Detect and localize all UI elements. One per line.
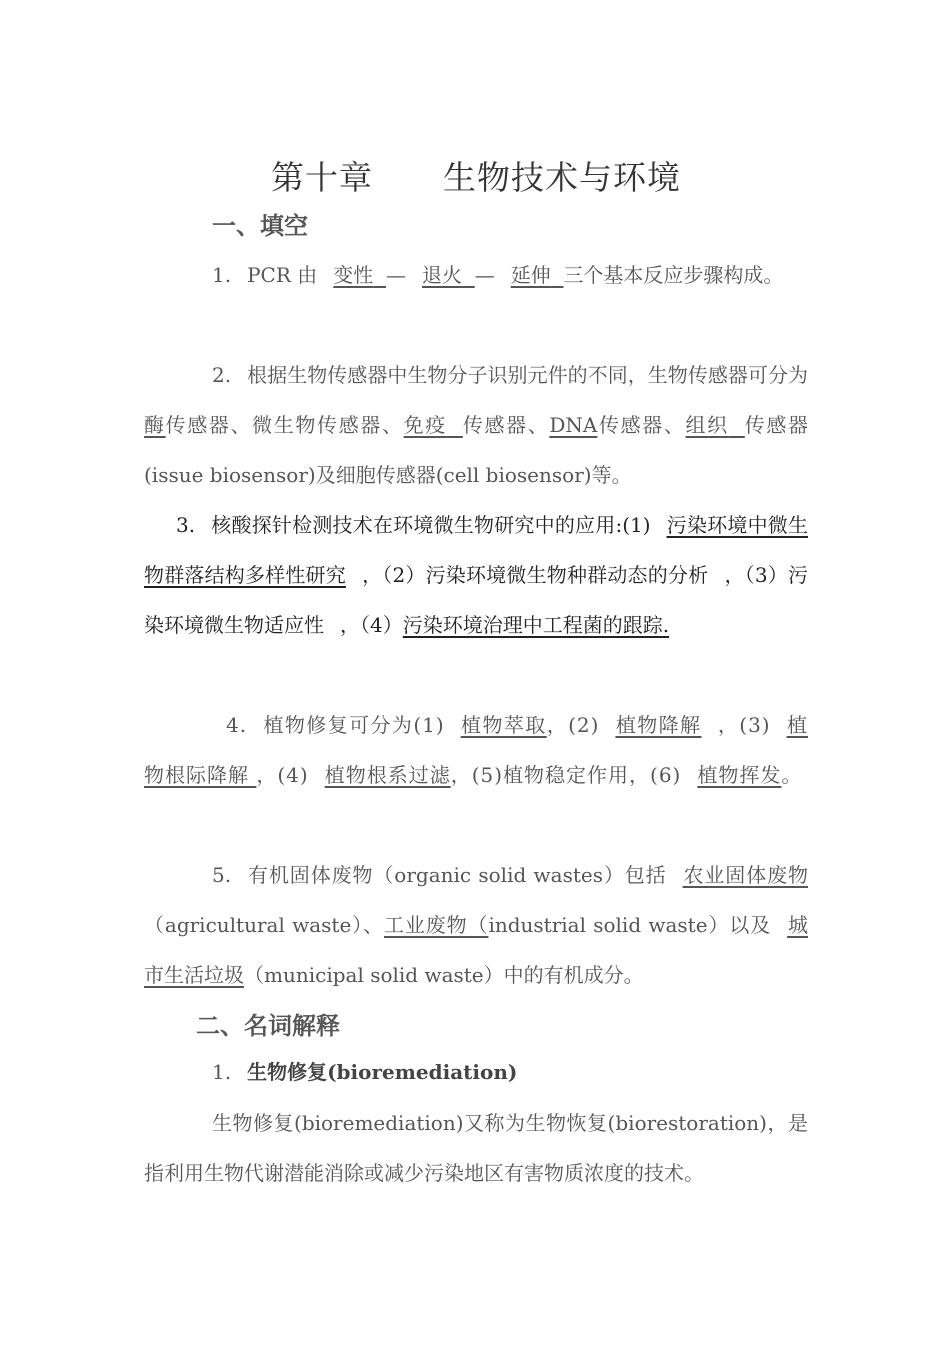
answer-anneal: 退火: [422, 263, 462, 287]
answer-dna: DNA: [549, 413, 598, 437]
section-heading-terms: 二、名词解释: [196, 1011, 340, 1040]
answer-phytodegradation: 植物降解: [615, 713, 702, 737]
answer-rhizodegradation: 植物根际降解: [144, 713, 808, 787]
answer-engineered-strain: 污染环境治理中工程菌的跟踪.: [402, 613, 670, 637]
answer-municipal-waste: 城市生活垃圾: [144, 913, 809, 987]
answer-agricultural-waste: 农业固体废物: [682, 863, 809, 887]
term-1-definition: 生物修复(bioremediation)又称为生物恢复(biorestoration)，是指利用生物代谢潜能消除或减少污染地区有害物质浓度的技术。: [144, 1111, 808, 1185]
term-1-heading: 1. 生物修复(bioremediation): [212, 1060, 518, 1084]
answer-rhizofiltration: 植物根系过滤: [324, 763, 451, 787]
answer-community-diversity: 污染环境中微生物群落结构多样性研究: [144, 513, 809, 587]
section-heading-fill-blank: 一、填空: [212, 211, 308, 240]
answer-industrial-waste: 工业废物（: [383, 913, 489, 937]
answer-phytoextraction: 植物萃取: [460, 713, 547, 737]
answer-enzyme: 酶: [144, 413, 166, 437]
answer-extend: 延伸: [510, 263, 551, 287]
answer-immune: 免疫: [403, 413, 447, 437]
question-3: 3. 核酸探针检测技术在环境微生物研究中的应用:(1) 污染环境中微生物群落结构多样性研究 ，（2）污染环境微生物种群动态的分析 ，（3）污染环境微生物适应性 ，（4）污染环境治理中工程菌的跟踪.: [144, 513, 809, 637]
chapter-number: 第十章: [271, 158, 373, 197]
answer-tissue: 组织: [685, 413, 729, 437]
chapter-title: [0, 152, 952, 199]
chapter-name: 生物技术与环境: [443, 158, 681, 197]
question-1: 1. PCR 由 变性 — 退火 — 延伸 三个基本反应步骤构成。: [212, 263, 784, 287]
question-2: 2. 根据生物传感器中生物分子识别元件的不同，生物传感器可分为酶传感器、微生物传感器、免疫 传感器、DNA传感器、组织 传感器(issue biosensor)及细胞传感器(cell biosensor)等。: [144, 363, 809, 487]
answer-denature: 变性: [333, 263, 374, 287]
answer-phytovolatilization: 植物挥发: [697, 763, 782, 787]
question-4: 4. 植物修复可分为(1) 植物萃取，(2) 植物降解 ，(3) 植物根际降解 ，(4) 植物根系过滤，(5)植物稳定作用，(6) 植物挥发。: [144, 713, 808, 787]
question-5: 5. 有机固体废物（organic solid wastes）包括 农业固体废物（agricultural waste）、工业废物（industrial solid waste）以及 城市生活垃圾（municipal solid waste）中的有机成分。: [144, 863, 809, 987]
term-1-title: 生物修复(bioremediation): [247, 1060, 518, 1084]
